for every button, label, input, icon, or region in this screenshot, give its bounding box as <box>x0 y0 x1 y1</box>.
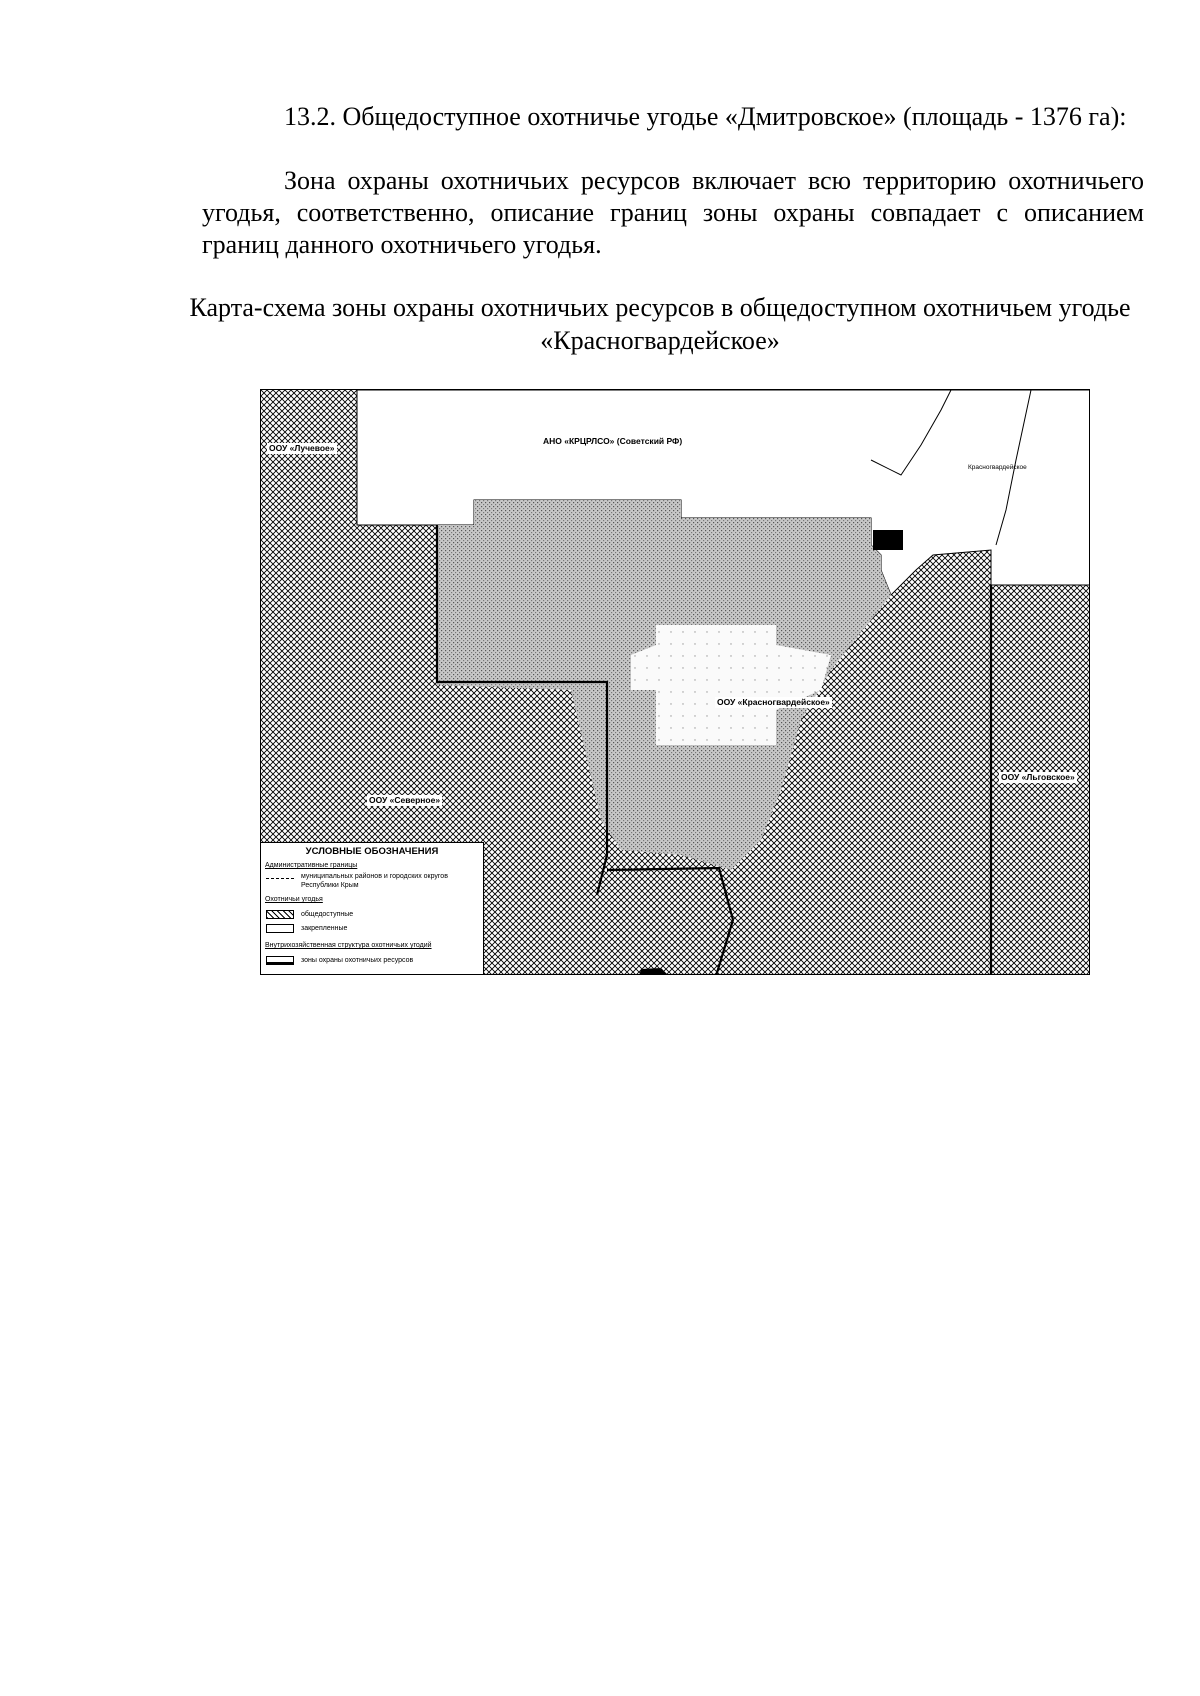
legend-admin-line-symbol <box>266 875 294 879</box>
map-scheme <box>260 389 1090 975</box>
label-ano: АНО «КРЦРЛСО» (Советский РФ) <box>543 436 683 446</box>
paragraph-protection-zone: Зона охраны охотничьих ресурсов включает всю территорию охотничьего угодья, соответственно, описание границ зоны охраны совпадает с описанием границ данного охотничьего угодья. <box>202 166 1144 259</box>
legend-public-item: общедоступные <box>301 911 354 918</box>
label-severnoe: ООУ «Северное» <box>369 795 441 805</box>
label-krasnogvardeiskoe-district: Красногвардейское <box>968 464 1027 471</box>
protection-zone-block <box>873 530 903 550</box>
legend-public-symbol <box>266 910 294 919</box>
legend-assigned-symbol <box>266 924 294 933</box>
paragraph-13-2: 13.2. Общедоступное охотничье угодье «Дмитровское» (площадь - 1376 га): <box>284 102 1127 131</box>
legend-protection-symbol <box>266 956 294 965</box>
legend-admin-heading: Административные границы <box>265 862 358 869</box>
label-krasnogvardeiskoe: ООУ «Красногвардейское» <box>717 697 830 707</box>
legend-structure-heading: Внутрихозяйственная структура охотничьих угодий <box>265 942 432 949</box>
label-lgovskoe: ООУ «Льговское» <box>1001 772 1075 782</box>
legend-admin-item: муниципальных районов и городских округов Республики Крым <box>301 873 448 889</box>
label-luchevoe: ООУ «Лучевое» <box>269 443 335 453</box>
map-title: Карта-схема зоны охраны охотничьих ресурсов в общедоступном охотничьем угодье «Красногвардейское» <box>189 293 1131 355</box>
legend-title: УСЛОВНЫЕ ОБОЗНАЧЕНИЯ <box>305 846 439 857</box>
map-legend <box>261 842 484 975</box>
legend-protection-item: зоны охраны охотничьих ресурсов <box>301 957 414 964</box>
legend-assigned-item: закрепленные <box>301 925 348 932</box>
legend-hunting-heading: Охотничьи угодья <box>265 896 323 903</box>
